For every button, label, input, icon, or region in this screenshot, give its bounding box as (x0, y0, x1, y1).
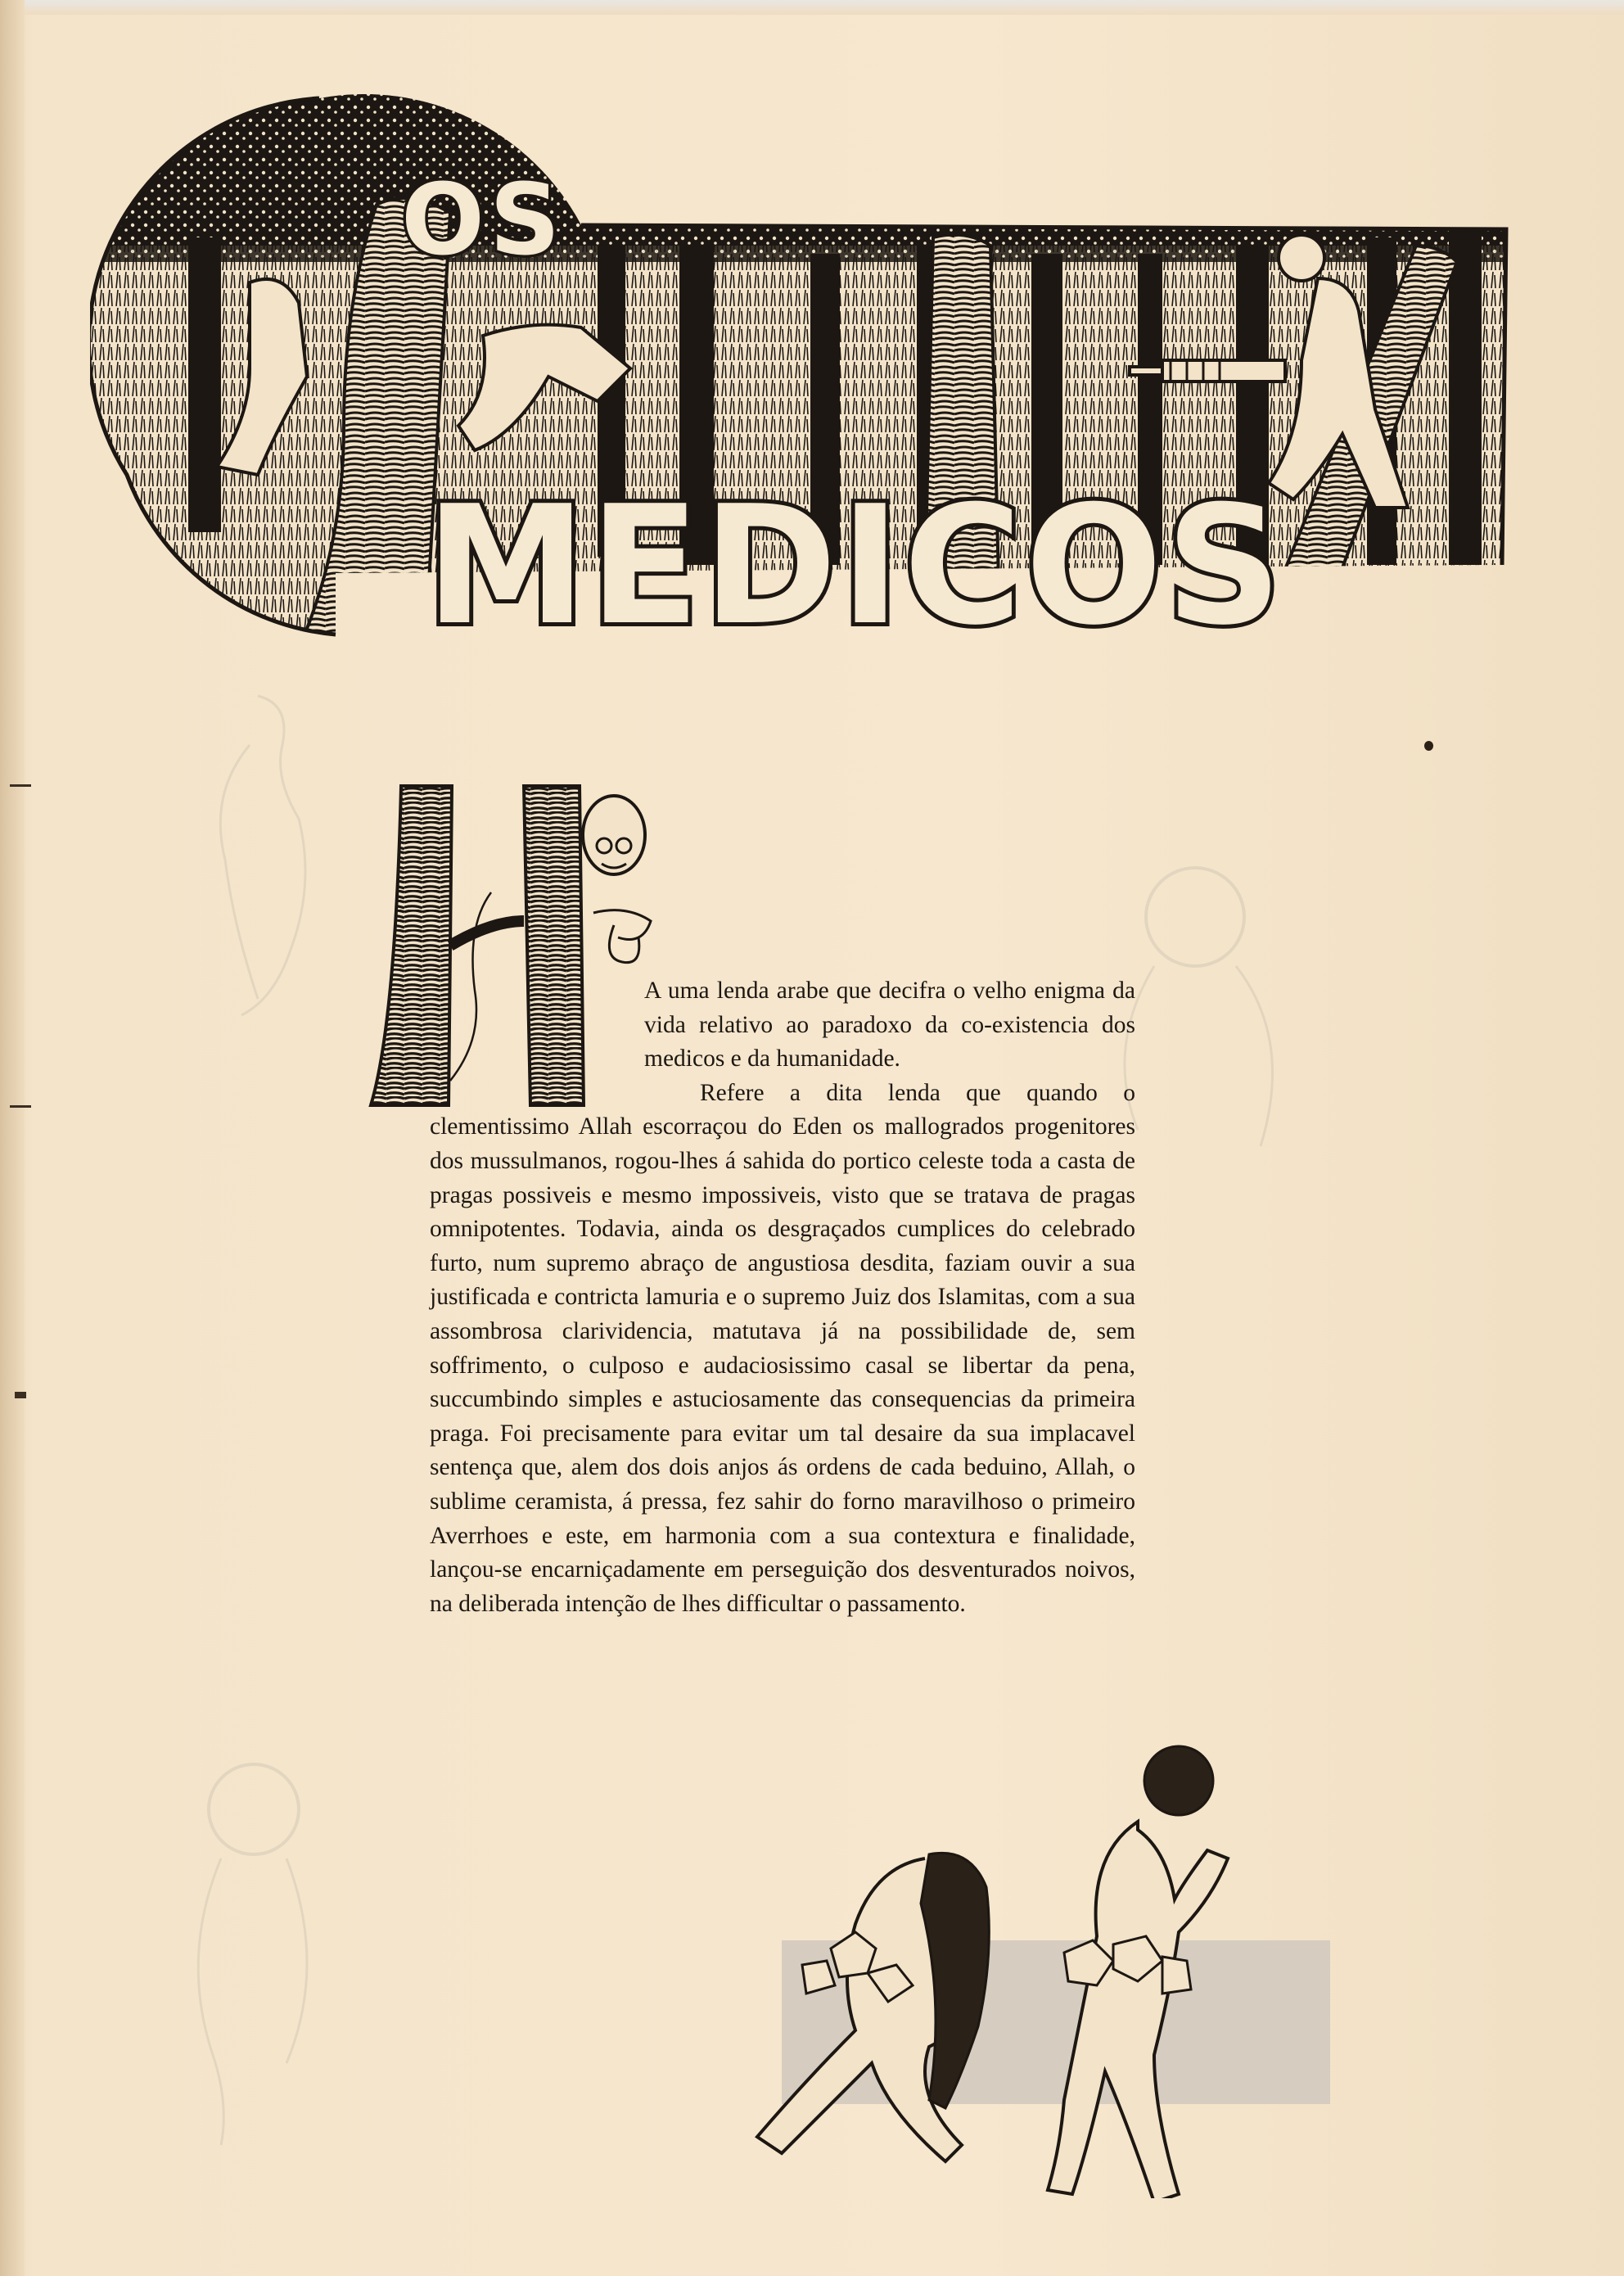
fleeing-couple-drawing (753, 1732, 1342, 2198)
binding-spine (0, 0, 25, 2276)
adam-and-eve-illustration (753, 1732, 1342, 2198)
forest-illustration (90, 90, 1514, 647)
header-banner (90, 90, 1514, 647)
article-paragraph: Refere a dita lenda que quando o clementissimo Allah escorraçou do Eden os mallogrados progenitores dos mussulmanos, rogou-lhes á sahida do portico celeste toda a casta de pragas possiveis e mesmo impossiveis, visto que se tratava de pragas omnipotentes. Todavia, ainda os desgraçados cumplices do celebrado furto, num supremo abraço de angustiosa desdita, faziam ouvir a sua justificada e contricta lamuria e o supremo Juiz dos Islamitas, com a sua assombrosa clarividencia, matutava já na possibilidade de, sem soffrimento, o culposo e audaciosissimo casal se libertar da pena, succumbindo simples e astuciosamente das consequencias da primeira praga. Foi precisamente para evitar um tal desaire da sua implacavel sentença que, alem dos dois anjos ás ordens de cada beduino, Allah, o sublime ceramista, á pressa, fez sahir do forno maravilhoso o primeiro Averrhoes e este, em harmonia com a sua contextura e finalidade, lançou-se encarniçadamente em perseguição dos desventurados noivos, na deliberada intenção de lhes difficultar o passamento. (430, 1079, 1135, 1617)
title-top: OS (401, 164, 566, 278)
title-main: MEDICOS (426, 471, 1285, 647)
ghost-figure (176, 680, 340, 1023)
article-lead-paragraph: A uma lenda arabe que decifra o velho enigma da vida relativo ao paradoxo da co-existencia dos medicos e da humanidade. (644, 978, 1135, 1073)
page-top-edge (0, 0, 1624, 15)
title-medicos-lettering (426, 471, 1285, 647)
article-body (430, 974, 1135, 1621)
ink-speck (1424, 741, 1433, 751)
binding-stitch (10, 784, 31, 787)
binding-stitch (10, 1105, 31, 1108)
title-os-lettering (401, 164, 565, 278)
binding-stitch (15, 1392, 26, 1398)
ghost-figure (147, 1744, 360, 2153)
